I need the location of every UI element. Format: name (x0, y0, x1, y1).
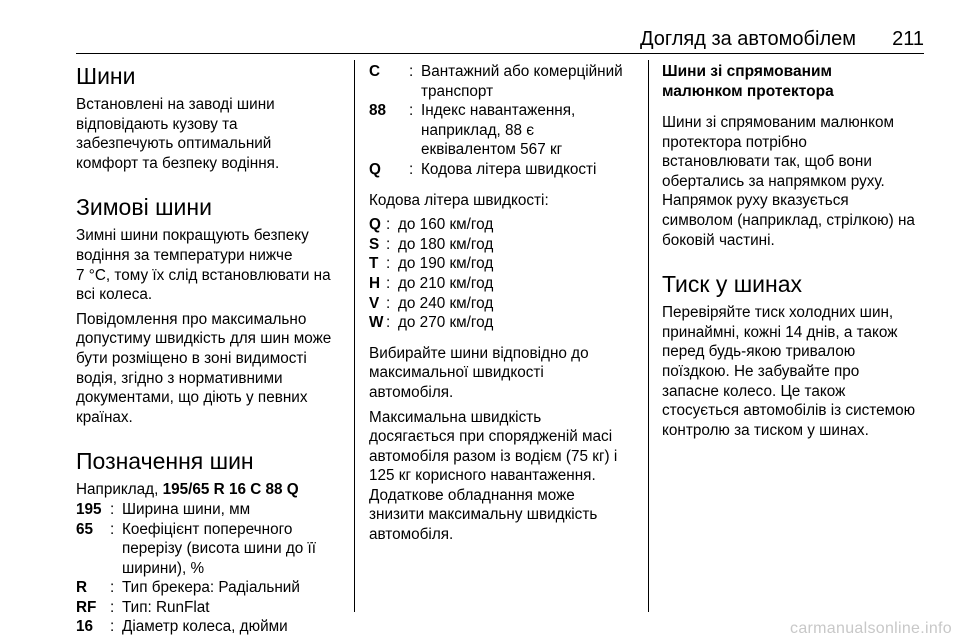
def-sep: : (409, 160, 414, 178)
def-value: Тип брекера: Радіальний (122, 579, 300, 597)
def-key: C (369, 63, 381, 80)
def-sep: : (386, 235, 391, 253)
speed-value: до 210 км/год (398, 274, 494, 292)
def-key: RF (76, 598, 97, 616)
def-value: Вантажний або комерційний транспорт (421, 63, 623, 100)
text-line: комфорт та безпеку водіння. (76, 154, 280, 172)
def-value: Кодова літера швидкості (421, 160, 597, 178)
example-code: 195/65 R 16 C 88 Q (162, 481, 299, 499)
text-line: Повідомлення про максимально (76, 310, 307, 328)
text-line: автомобіля разом із водієм (75 кг) і (369, 447, 618, 465)
text-line: знизити максимальну швидкість (369, 506, 598, 524)
def-value: Діаметр колеса, дюйми (122, 618, 288, 636)
def-sep: : (110, 500, 115, 518)
def-sep: : (110, 520, 115, 538)
text-line: Встановлені на заводі шини (76, 96, 275, 113)
text-line: контролю за тиском у шинах. (662, 421, 869, 439)
text-line: 7 °C, тому їх слід встановлювати на (76, 266, 331, 284)
def-value: Ширина шини, мм (122, 500, 251, 518)
text-line: автомобіля. (369, 383, 454, 401)
text-line: поїздкою. Не забувайте про (662, 362, 860, 380)
text-line: Шини зі спрямованим малюнком (662, 114, 895, 131)
def-key: 65 (76, 520, 94, 538)
text-line: встановлювати так, щоб вони (662, 153, 872, 171)
def-sep: : (386, 274, 391, 292)
text-line: всі колеса. (76, 286, 153, 304)
column-3 (662, 62, 930, 440)
text-line: документами, що діють у певних (76, 389, 308, 407)
pressure-paragraph (662, 303, 930, 440)
text-line: автомобіля. (369, 526, 454, 544)
text-line: допустиму швидкість для шин може (76, 330, 332, 348)
def-sep: : (110, 579, 115, 597)
speed-value: до 270 км/год (398, 314, 494, 332)
text-line: стосується автомобілів із системою (662, 402, 916, 420)
speed-value: до 180 км/год (398, 235, 494, 253)
def-key: R (76, 579, 88, 597)
speed-code-list (369, 215, 637, 333)
winter-paragraph-2 (76, 310, 346, 428)
def-sep: : (409, 102, 414, 120)
speed-key: T (369, 255, 379, 273)
text-line: Вибирайте шини відповідно до (369, 344, 589, 362)
text-line: боковій частині. (662, 231, 775, 249)
heading-tyre-designation: Позначення шин (76, 448, 254, 475)
tyres-paragraph (76, 95, 346, 173)
text-line: Максимальна швидкість (369, 408, 542, 426)
heading-directional-tyres: Шини зі спрямованим малюнком протектора (662, 63, 834, 100)
section-title: Догляд за автомобілем (639, 28, 856, 50)
text-line: Додаткове обладнання може (369, 486, 575, 504)
text-line: забезпечують оптимальний (76, 135, 272, 153)
def-value: Тип: RunFlat (122, 598, 210, 616)
column-1 (76, 62, 346, 637)
text-line: максимальної швидкості (369, 364, 544, 382)
text-line: запасне колесо. Це також (662, 382, 846, 400)
speed-value: до 190 км/год (398, 255, 494, 273)
designation-example (76, 480, 346, 500)
speed-key: W (369, 314, 384, 332)
def-value: Індекс навантаження, наприклад, 88 є еквівалентом 567 кг (421, 102, 576, 159)
def-sep: : (386, 294, 391, 312)
def-key: 195 (76, 500, 102, 518)
text-line: бути розміщено в зоні видимості (76, 349, 307, 367)
def-sep: : (110, 618, 115, 636)
text-line: 125 кг корисного навантаження. (369, 467, 596, 485)
speed-key: S (369, 235, 380, 253)
column-2 (369, 62, 637, 545)
def-sep: : (386, 255, 391, 273)
watermark: carmanualsonline.info (790, 620, 952, 637)
text-line: перед будь-якою тривалою (662, 343, 856, 361)
speed-key: Q (369, 216, 381, 234)
text-line: принаймні, кожні 14 днів, а також (662, 323, 898, 341)
max-speed-paragraph (369, 408, 637, 545)
heading-winter-tyres: Зимові шини (76, 194, 212, 221)
def-sep: : (386, 314, 391, 332)
text-line: водіння за температури нижче (76, 246, 293, 264)
def-value: Коефіцієнт поперечного перерізу (висота шини до її ширини), % (122, 520, 317, 577)
def-key: 16 (76, 618, 94, 636)
text-line: обертались за напрямком руху. (662, 172, 885, 190)
text-line: протектора потрібно (662, 133, 807, 151)
page-number: 211 (892, 28, 924, 50)
text-line: водія, згідно з нормативними (76, 369, 283, 387)
example-prefix: Наприклад, (76, 481, 163, 499)
designation-list-continued (369, 62, 637, 180)
heading-tyre-pressure: Тиск у шинах (662, 271, 803, 298)
text-line: символом (наприклад, стрілкою) на (662, 211, 915, 229)
text-line: Напрямок руху вказується (662, 192, 849, 210)
text-line: відповідають кузову та (76, 115, 238, 133)
def-key: Q (369, 160, 381, 178)
text-line: Зимні шини покращують безпеку (76, 227, 309, 245)
column-divider-2 (648, 60, 649, 612)
heading-tyres: Шини (76, 63, 136, 89)
winter-paragraph-1 (76, 226, 346, 304)
def-sep: : (110, 598, 115, 616)
def-sep: : (409, 63, 414, 80)
designation-list (76, 500, 346, 637)
directional-paragraph (662, 113, 930, 250)
column-divider-1 (354, 60, 355, 612)
speed-key: H (369, 274, 381, 292)
header-rule (76, 53, 924, 54)
text-line: Перевіряйте тиск холодних шин, (662, 304, 894, 322)
text-line: країнах. (76, 408, 133, 426)
def-sep: : (386, 216, 391, 234)
def-key: 88 (369, 102, 387, 120)
page-header (76, 28, 924, 54)
text-line: досягається при спорядженій масі (369, 428, 613, 446)
speed-value: до 240 км/год (398, 294, 494, 312)
speed-key: V (369, 294, 380, 312)
select-tyres-paragraph (369, 344, 637, 403)
speed-value: до 160 км/год (398, 216, 494, 234)
speed-intro: Кодова літера швидкості: (369, 191, 549, 209)
